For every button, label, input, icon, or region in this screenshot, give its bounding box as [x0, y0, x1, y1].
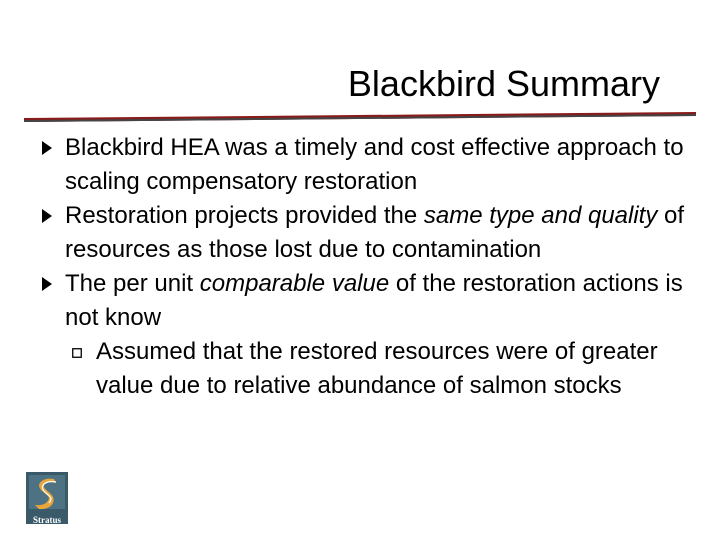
sub-bullet-item — [40, 335, 700, 403]
bullet-text: Restoration projects provided the — [65, 202, 424, 229]
logo-wordmark: Stratus — [32, 515, 61, 525]
sub-bullet-text: Assumed that the restored resources were of greater value due to relative abundance of salmon stocks — [96, 338, 658, 399]
bullet-emphasis: comparable value — [199, 270, 390, 297]
bullet-item — [40, 131, 700, 199]
triangle-bullet-icon — [42, 277, 52, 291]
bullet-text: The per unit — [65, 270, 200, 297]
bullet-item — [40, 199, 700, 267]
triangle-bullet-icon — [42, 141, 52, 155]
square-bullet-icon — [72, 348, 82, 358]
bullet-text: Blackbird HEA was a timely and cost effective approach to scaling compensatory restoration — [65, 134, 684, 195]
triangle-bullet-icon — [42, 209, 52, 223]
title-underline — [24, 112, 696, 122]
bullet-item — [40, 267, 700, 335]
stratus-logo — [26, 472, 68, 524]
bullet-emphasis: same type and quality — [423, 202, 658, 229]
bullet-text: of the restoration actions is not know — [65, 270, 683, 331]
bullet-list — [40, 131, 700, 403]
slide-title: Blackbird Summary — [347, 63, 660, 104]
bullet-text: of resources as those lost due to contamination — [65, 202, 685, 263]
